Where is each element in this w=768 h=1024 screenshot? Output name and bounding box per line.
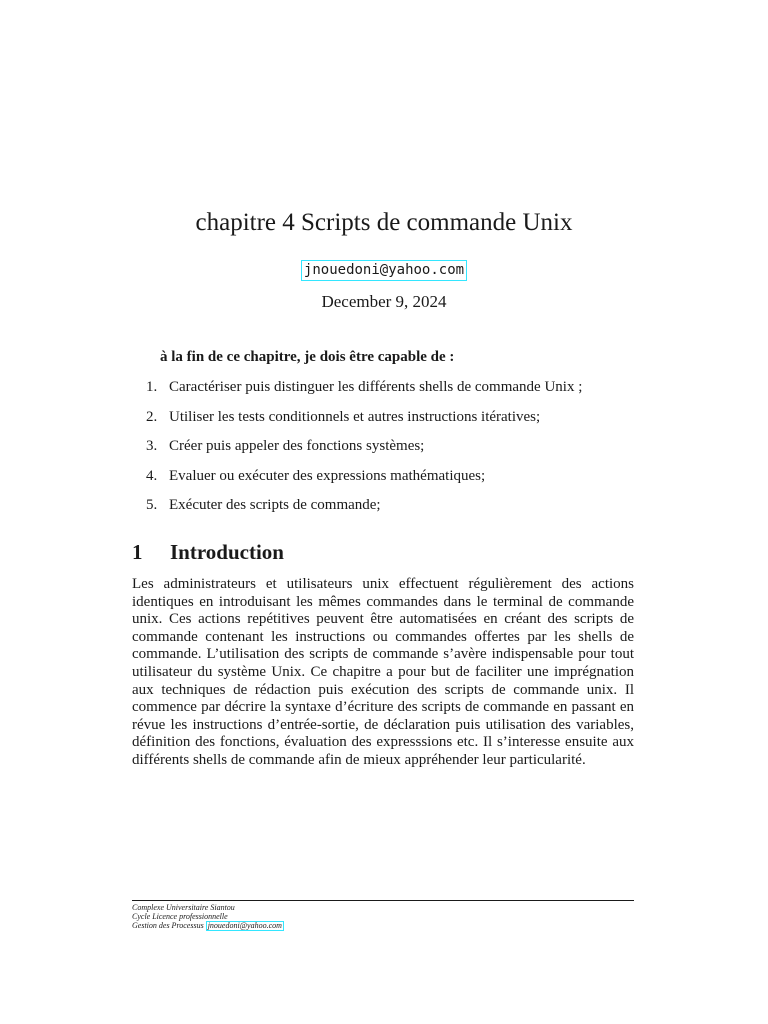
author-email-container xyxy=(0,259,768,281)
document-date: December 9, 2024 xyxy=(321,292,447,311)
section-title: Introduction xyxy=(170,540,284,564)
objective-item xyxy=(146,495,646,525)
section-number: 1 xyxy=(132,540,143,564)
objective-number: 4. xyxy=(146,467,158,484)
objective-number: 1. xyxy=(146,379,158,395)
objective-item xyxy=(146,407,646,437)
objective-item xyxy=(146,466,646,496)
objective-number: 5. xyxy=(146,497,158,513)
objective-item xyxy=(146,377,646,407)
objective-text: Utiliser les tests conditionnels et autres instructions itératives; xyxy=(169,408,541,425)
document-title: chapitre 4 Scripts de commande Unix xyxy=(195,209,573,236)
objectives-list xyxy=(146,377,646,525)
footnote-divider xyxy=(132,900,634,901)
objectives-heading: à la fin de ce chapitre, je dois être capable de : xyxy=(160,349,455,365)
objective-item xyxy=(146,436,646,466)
footnote-email-link[interactable]: jnouedoni@yahoo.com xyxy=(207,921,282,930)
footnote-line-cycle: Cycle Licence professionnelle xyxy=(132,912,228,921)
footnote xyxy=(132,903,634,931)
objective-text: Evaluer ou exécuter des expressions mathématiques; xyxy=(169,467,486,484)
objective-number: 2. xyxy=(146,408,158,425)
footnote-line-institution: Complexe Universitaire Siantou xyxy=(132,903,235,912)
author-email-link[interactable]: jnouedoni@yahoo.com xyxy=(301,260,467,281)
footnote-line-course xyxy=(132,921,634,931)
objective-text: Caractériser puis distinguer les différents shells de commande Unix ; xyxy=(169,379,583,395)
footnote-course-label: Gestion des Processus xyxy=(132,921,204,930)
objective-text: Exécuter des scripts de commande; xyxy=(169,497,381,513)
objective-text: Créer puis appeler des fonctions systèmes; xyxy=(169,438,425,454)
objective-number: 3. xyxy=(146,438,158,454)
introduction-paragraph: Les administrateurs et utilisateurs unix effectuent régulièrement des actions identiques en introduisant les mêmes commandes dans le terminal de commande unix. Ces actions repétitives peuvent être automatisées en créant des scripts de commande contenant les instructions ou commandes offertes par les shells de commande. L’utilisation des scripts de commande s’avère indispensable pour tout utilisateur du système Unix. Ce chapitre a pour but de faciliter une imprégnation aux techniques de rédaction puis exécution des scripts de commande unix. Il commence par décrire la syntaxe d’écriture des scripts de commande en passant en révue les instructions d’entrée-sortie, de déclaration puis utilisation des variables, définition des fonctions, évaluation des expresssions etc. Il s’interesse ensuite aux différents shells de commande afin de mieux appréhender leur particularité. xyxy=(132,576,634,768)
section-heading-introduction xyxy=(132,538,284,566)
